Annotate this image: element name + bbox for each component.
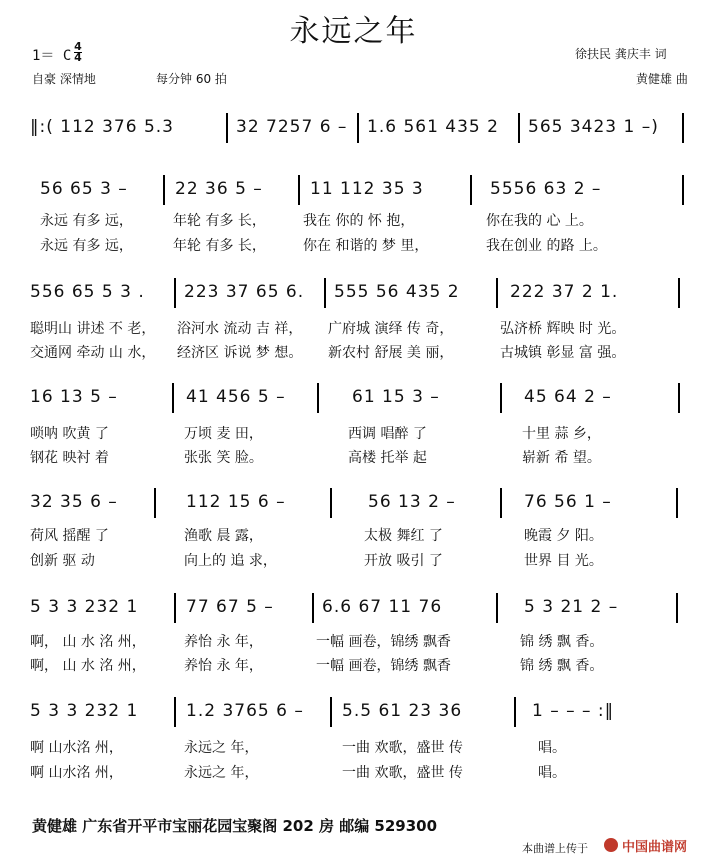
measure: 41 456 5 –	[186, 387, 286, 407]
barline	[500, 488, 502, 518]
performance-style: 自豪 深情地	[32, 72, 96, 86]
lyric: 开放 吸引 了	[364, 553, 443, 569]
meter-bottom: 4	[74, 51, 82, 64]
lyric: 崭新 希 望。	[522, 450, 601, 466]
lyrics-line-2	[30, 550, 690, 572]
measure: 5556 63 2 –	[490, 179, 602, 199]
lyric: 向上的 追 求，	[184, 553, 277, 569]
barline	[500, 383, 502, 413]
measure: 5.5 61 23 36	[342, 701, 463, 721]
measure: ‖:( 112 376 5.3	[30, 117, 175, 137]
measure: 32 35 6 –	[30, 492, 118, 512]
lyric: 永远之 年，	[184, 765, 259, 781]
measure: 16 13 5 –	[30, 387, 118, 407]
barline	[676, 593, 678, 623]
lyrics-line-1	[30, 525, 690, 547]
site-logo[interactable]	[604, 836, 696, 856]
lyric: 晚霞 夕 阳。	[524, 528, 603, 544]
measure: 565 3423 1 –)	[528, 117, 659, 137]
barline	[298, 175, 300, 205]
notation-row	[30, 278, 685, 308]
barline	[324, 278, 326, 308]
barline	[330, 697, 332, 727]
measure: 555 56 435 2	[334, 282, 460, 302]
barline	[682, 175, 684, 205]
lyric: 古城镇 彰显 富 强。	[500, 345, 626, 361]
lyric: 年轮 有多 长，	[173, 213, 266, 229]
lyrics-line-1	[30, 631, 690, 653]
barline	[496, 593, 498, 623]
lyric: 一曲 欢歌，盛世 传	[342, 765, 463, 781]
barline	[330, 488, 332, 518]
lyric: 经济区 诉说 梦 想。	[177, 345, 303, 361]
barline	[357, 113, 359, 143]
lyricist-credit: 徐扶民 龚庆丰 词	[575, 47, 667, 61]
lyric: 一曲 欢歌，盛世 传	[342, 740, 463, 756]
lyric: 一幅 画卷，锦绣 飘香	[316, 658, 451, 674]
measure: 6.6 67 11 76	[322, 597, 443, 617]
lyric: 永远 有多 远，	[40, 213, 133, 229]
measure: 5 3 3 232 1	[30, 597, 139, 617]
lyric: 交通网 牵动 山 水，	[30, 345, 156, 361]
measure: 1.2 3765 6 –	[186, 701, 304, 721]
lyrics-line-2	[30, 235, 690, 257]
barline	[676, 488, 678, 518]
lyric: 唱。	[538, 765, 566, 781]
lyric: 啊， 山 水 洺 州，	[30, 634, 146, 650]
measure: 112 15 6 –	[186, 492, 286, 512]
measure: 56 13 2 –	[368, 492, 456, 512]
lyric: 高楼 托举 起	[348, 450, 427, 466]
notation-row	[30, 175, 685, 205]
lyrics-line-1	[30, 737, 690, 759]
lyric: 一幅 画卷，锦绣 飘香	[316, 634, 451, 650]
lyric: 十里 蒜 乡，	[522, 426, 601, 442]
lyric: 啊 山水洺 州，	[30, 740, 123, 756]
measure: 32 7257 6 –	[236, 117, 348, 137]
lyrics-line-1	[30, 210, 690, 232]
song-title: 永远之年	[289, 14, 418, 49]
measure: 222 37 2 1.	[510, 282, 619, 302]
lyric: 唱。	[538, 740, 566, 756]
barline	[514, 697, 516, 727]
lyric: 锦 绣 飘 香。	[520, 634, 604, 650]
notation-row	[30, 593, 685, 623]
logo-mark-icon	[604, 838, 618, 852]
barline	[682, 113, 684, 143]
lyric: 永远 有多 远，	[40, 238, 133, 254]
measure: 11 112 35 3	[310, 179, 424, 199]
lyric: 万顷 麦 田，	[184, 426, 263, 442]
measure: 1.6 561 435 2	[367, 117, 499, 137]
measure: 223 37 65 6.	[184, 282, 305, 302]
barline	[678, 278, 680, 308]
barline	[174, 278, 176, 308]
measure: 5 3 3 232 1	[30, 701, 139, 721]
meter-top: 4	[74, 40, 82, 53]
lyric: 弘济桥 辉映 时 光。	[500, 321, 626, 337]
measure: 45 64 2 –	[524, 387, 612, 407]
lyric: 唢呐 吹黄 了	[30, 426, 109, 442]
lyric: 世界 目 光。	[524, 553, 603, 569]
lyric: 锦 绣 飘 香。	[520, 658, 604, 674]
lyrics-line-2	[30, 342, 690, 364]
lyric: 广府城 演绎 传 奇，	[328, 321, 454, 337]
notation-row	[30, 488, 685, 518]
lyric: 渔歌 晨 露，	[184, 528, 263, 544]
lyrics-line-1	[30, 423, 690, 445]
lyrics-line-1	[30, 318, 690, 340]
composer-credit: 黄健雄 曲	[636, 72, 688, 86]
lyric: 张张 笑 脸。	[184, 450, 263, 466]
lyric: 浴河水 流动 吉 祥，	[177, 321, 303, 337]
time-signature	[74, 42, 82, 63]
lyric: 养怡 永 年，	[184, 634, 263, 650]
lyric: 年轮 有多 长，	[173, 238, 266, 254]
lyric: 荷风 摇醒 了	[30, 528, 109, 544]
notation-row	[30, 383, 685, 413]
lyrics-line-2	[30, 655, 690, 677]
lyric: 啊， 山 水 洺 州，	[30, 658, 146, 674]
barline	[317, 383, 319, 413]
measure: 1 – – – :‖	[532, 701, 615, 721]
measure: 5 3 21 2 –	[524, 597, 619, 617]
lyric: 太极 舞红 了	[364, 528, 443, 544]
lyric: 我在 你的 怀 抱，	[303, 213, 415, 229]
lyric: 你在我的 心 上。	[486, 213, 593, 229]
measure: 61 15 3 –	[352, 387, 440, 407]
lyric: 永远之 年，	[184, 740, 259, 756]
barline	[174, 593, 176, 623]
barline	[154, 488, 156, 518]
barline	[172, 383, 174, 413]
lyric: 新农村 舒展 美 丽，	[328, 345, 454, 361]
measure: 77 67 5 –	[186, 597, 274, 617]
barline	[312, 593, 314, 623]
lyric: 创新 驱 动	[30, 553, 95, 569]
key-signature: 1＝ C	[32, 48, 72, 64]
lyric: 养怡 永 年，	[184, 658, 263, 674]
notation-row	[30, 697, 685, 727]
lyric: 啊 山水洺 州，	[30, 765, 123, 781]
lyric: 我在创业 的路 上。	[486, 238, 607, 254]
upload-note: 本曲谱上传于	[522, 842, 588, 855]
lyric: 聪明山 讲述 不 老，	[30, 321, 156, 337]
barline	[226, 113, 228, 143]
barline	[518, 113, 520, 143]
barline	[163, 175, 165, 205]
barline	[496, 278, 498, 308]
lyrics-line-2	[30, 762, 690, 784]
measure: 76 56 1 –	[524, 492, 612, 512]
lyrics-line-2	[30, 447, 690, 469]
measure: 556 65 5 3 .	[30, 282, 145, 302]
composer-address: 黄健雄 广东省开平市宝丽花园宝聚阁 202 房 邮编 529300	[32, 817, 438, 835]
barline	[470, 175, 472, 205]
measure: 22 36 5 –	[175, 179, 263, 199]
notation-row	[30, 113, 685, 143]
lyric: 西调 唱醉 了	[348, 426, 427, 442]
barline	[174, 697, 176, 727]
barline	[678, 383, 680, 413]
site-logo-text: 中国曲谱网	[622, 840, 688, 855]
lyric: 你在 和谐的 梦 里，	[303, 238, 429, 254]
measure: 56 65 3 –	[40, 179, 128, 199]
tempo-marking: 每分钟 60 拍	[156, 72, 227, 86]
lyric: 钢花 映衬 着	[30, 450, 109, 466]
